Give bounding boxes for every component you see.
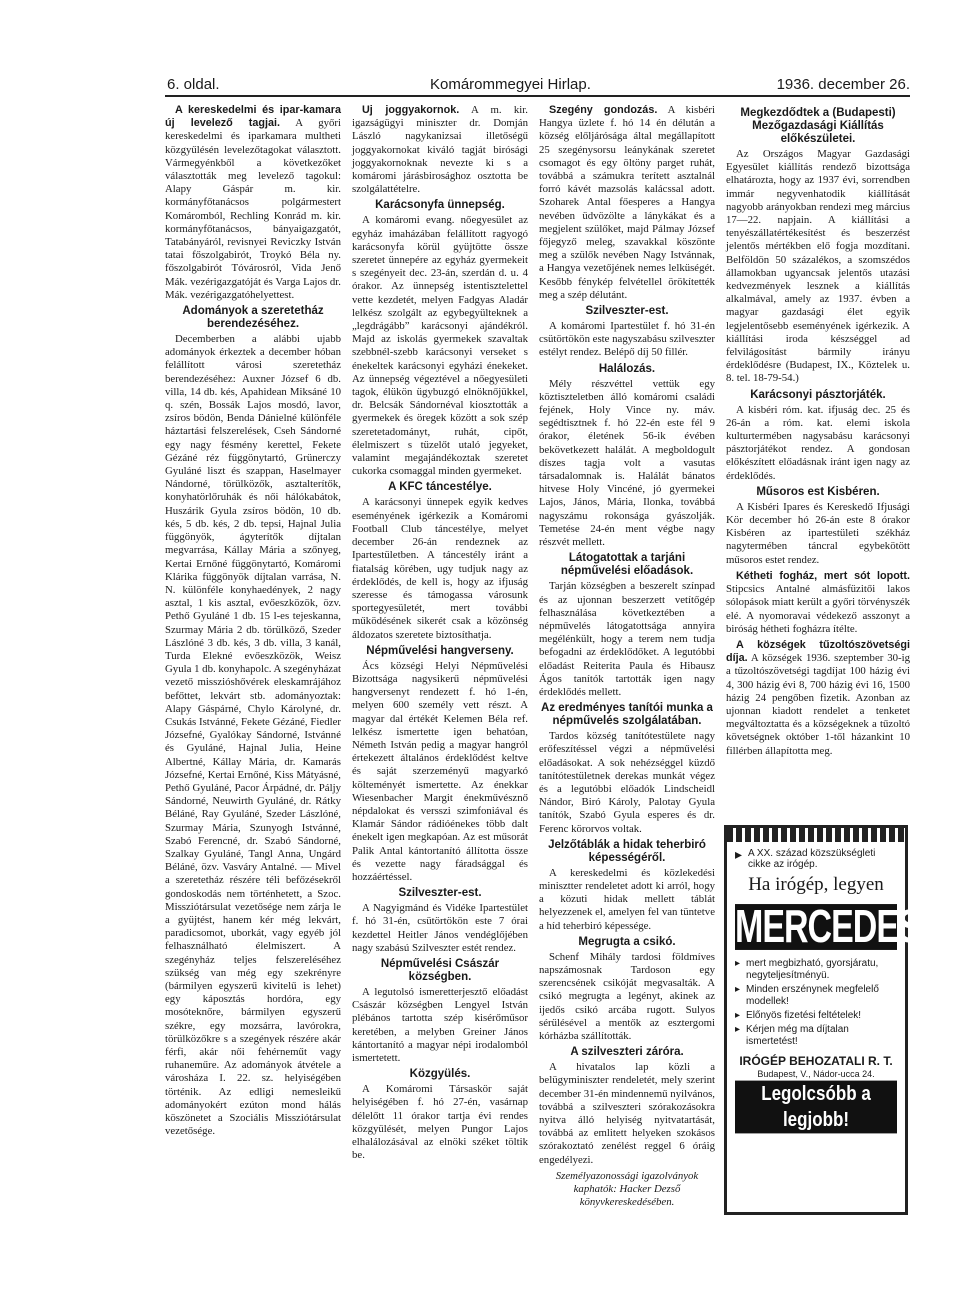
article-lead: Kétheti fogház, mert sót lopott.	[736, 569, 910, 582]
article-body	[352, 902, 528, 955]
article-body	[165, 333, 341, 1138]
ad-headline: Ha irógép, legyen	[748, 874, 884, 895]
article-title: Szilveszter-est.	[398, 887, 482, 900]
article-lead: Uj joggyakornok.	[362, 104, 460, 116]
article-body	[352, 660, 528, 884]
column-1	[165, 104, 341, 1219]
ad-line-text: Kérjen még ma díjtalan ismertetést!	[746, 1024, 849, 1047]
article-body	[539, 378, 715, 550]
ad-line-text: mert megbizható, gyorsjáratu, negyteljesítményü.	[746, 958, 879, 981]
bullet-icon: ▸	[735, 958, 741, 969]
ad-line	[735, 984, 897, 1008]
article-body	[726, 501, 910, 567]
header-rule	[165, 95, 910, 97]
column-2	[352, 104, 528, 1219]
article-text: Tardos község tanítótestülete nagy erőfeszítéssel végzi a népművelési előadásokat. A sok nehézséggel küzdő tanítótestületnek derekas munkát végez és a legutóbbi előadók Lindscheidl Nándor, Biró Károly, Palotay Gyula tanítók, Szabó Gyula esperes és dr. Ferenc körorvos voltak.	[539, 730, 715, 835]
article-text: Stipcsics Antalné almásfüzitői lakos sólopások miatt került a győri törvényszék elé. A nyomoravai védekező asszonyt a biróság hétheti fogházra ítélte.	[726, 583, 910, 635]
article-text: A kisbéri Hangya üzlete f. hó 14 én délután a község előljárósága által megállapított 25 szegénysorsu leánykának szeretet csomagot és egy öltöny parget ruhát, továbbá a számukra terített asztalnál forró kávét mazsolás kalácssal adott. Szoharek Antal főesperes a Hangya nevében üdvözölte a lánykákat és a megjelent szülőket, majd Pálmay József főjegyző meleg, szavakkal köszönte meg a szülők nevében Nagy Istvánnak, a Hangya vezetőjének nemes lelküségét. Kesőbb fénykép felvétellel örökítették meg a szép délutánt.	[539, 104, 715, 301]
article-body	[726, 639, 910, 758]
article-body	[539, 730, 715, 836]
article-title: A szilveszteri záróra.	[570, 1046, 684, 1059]
article-text: A Komáromi Társaskör saját helyiségében f. hó 27-én, vasárnap délelőtt 11 órakor tartja évi rendes közgyülését, melyen Pungor Lajos elhalálozásával az elnöki széket töltik be.	[352, 1083, 528, 1162]
article-text: Személyazonossági igazolványok kaphatók: Hacker Dezső könyvkereskedésében.	[555, 1169, 699, 1209]
article-body	[352, 496, 528, 641]
ad-line	[735, 1024, 897, 1048]
bullet-icon: ▸	[735, 1024, 741, 1035]
article-title: Megkezdődtek a (Budapesti) Mezőgazdasági Kiállítás előkészületei.	[740, 107, 896, 145]
newspaper-title: Komárommegyei Hirlap.	[430, 76, 591, 93]
column-4	[726, 104, 910, 819]
article-text: A kereskedelmi és közlekedési minisztter rendeletet adott ki arról, hogy a közuti hidak mellett táblát helyezzenek el, amelyen fel van tüntetve a híd teherbiró képessége.	[539, 866, 715, 932]
page-number: 6. oldal.	[167, 76, 220, 93]
ad-line	[735, 958, 897, 982]
article-body	[165, 104, 341, 302]
article-body	[726, 570, 910, 636]
article-body	[352, 986, 528, 1065]
article-text: Decemberben a alábbi ujabb adományok érkeztek a december hóban felállított városi szeretetház berendezéséhez: Auxner József 6 db. villa, 14 db. kés, Apahidean Miksáné 10 q. szén, Bossák Lajos mosdó, lavor, zsíros bödön, Benda Dánielné különféle háztartási felszerelések, Cseh Sándorné egy nagy fésmény kerettel, Fekete Gézáné réz függönytartó, Grünerczy Gyuláné liszt és szappan, Haselmayer Nándorné, törülközők, asztalterítők, konyhatörlőruhák és női hálókabátok, Huszárik Gyula zsíros bödön, 10 db. kés, 5 db. kés, 2 db. tepsi, Hajnal Julia függönyök, ágyterítők díjtalan megvarrása, Kállay Mária a szőnyeg, Kertai Ernőné függönytartó, Komáromi Klárika függönyök díjtalan varrása, N. N. különféle konyhaedények, 2 nagy asztal, 1 kis asztal, evőeszközök, özv. Pethő Gyuláné 1 db. 15 l-es tejeskanna, Szurmay Mária 2 db. törülköző, Szeder Lászlóné 3 db. kés, 3 db. villa, 3 kanál, Turda Elekné evőeszközök, Weisz Gyula 1 db. konyhapolc. A szegényházat vezető misszióshővérek eleskamrájához befőttet, lekvárt stb. adományoztak: Alapy Gáspárné, Chylo Károlyné, dr. Csukás Istvánné, Fekete Gézáné, Fiedler Józsefné, Gyalókay Sándorné, Istvánné és Gyuláné, Hajnal Julia, Heine Albertné, Kállay Mária, dr. Kamarás Józsefné, Kertai Ernőné, Kiss Mátyásné, Pethő Gyuláné, Pacor Árpádné, dr. Páljy Sándorné, Neuwirth Gyuláné, dr. Rátky Béláné, Ray Gyuláné, Szeder Lászlóné, Szurmay Mária, Szunyogh Istvánné, Szabó Ferencné, dr. Szabó Sándorné, Szalkay Gyuláné, Tangl Anna, Ungárd Béláné, özv. Vasváry Antalné. — Mivel a szeretetház részére téli befőzésekről gondoskodás nem történhetett, a Szoc. Missziótársulat vezetősége nem zárja le a gyüjtést, hanem kér még lekvárt, paradicsomot, uborkát, vagy egyéb jól felhasználható élelmiszert. A szegényház teljes felszereléséhez szükség van még egy szekrényre (bármilyen egyszerű kivitelű is lehet) egy káposztás hordóra, egy mosóteknőre, bármilyen egyszerű székre, egy mozsárra, lavórokra, törülközőkre s a szegények részére akár férfi, akár női fehérneműt vagy ruhaneműre. Az adományok átvétele a városháza I. 22. sz. helyiségében történik. Az edligi nemesleikű adományokért ezúton mond hálás köszönetet a Szociális Missziótársulat vezetősége.	[165, 333, 342, 1138]
article-title: A KFC táncestélye.	[388, 481, 492, 494]
article-text: A Kisbéri Ipares és Kereskedő Ifjusági Kör december hó 26-án este 8 órakor Kisbéren az ipartestületi székház nagytermében táncral egybekötött műsoros estet rendez.	[726, 500, 910, 566]
article-title: Karácsonyi pásztorjáték.	[750, 388, 886, 401]
article-title: Karácsonyfa ünnepség.	[375, 199, 505, 212]
article-text: A kisbéri róm. kat. ifjuság dec. 25 és 26-án a róm. kat. elemi iskola kulturtermében nagysabásu karácsonyi pásztorjátékot rendez. A gondosan előkészített előadásnak iránt igen nagy az érdeklődés.	[726, 403, 910, 482]
bullet-icon: ▸	[735, 984, 741, 995]
article-title: Adományok a szeretetház berendezéséhez.	[182, 305, 324, 331]
article-title: Jelzőtáblák a hidak teherbiró képességéről.	[548, 838, 706, 864]
ad-brand: MERCEDES!	[735, 901, 931, 953]
article-body	[539, 951, 715, 1043]
article-body	[726, 404, 910, 483]
article-title: Megrugta a csikó.	[578, 935, 676, 948]
article-body	[539, 1170, 715, 1210]
article-body	[539, 867, 715, 933]
article-body	[352, 214, 528, 478]
article-body	[726, 148, 910, 386]
ad-line-text: Előnyös fizetési feltételek!	[746, 1010, 862, 1021]
article-text: A m. kir. igazságügyi miniszter dr. Domján László nagykanizsai illetőségű joggyakornokat kiváló tagját birósági joggyakornoknak nevezte ki s a komáromi járásbirosághoz osztotta be szolgálattételre.	[352, 104, 528, 196]
article-text: Az Országos Magyar Gazdasági Egyesület kiállítás rendező bizottsága elhatározta, hogy az 1937 évi, sorrendben immár negyvenhatodik kiállítását nagyobb arányokban rendezi meg március 17—22. napjain. A kiállítási a tenyészállatértékesítést és beszerzést jelentős mértékben elő fogja mozdítani. Belföldön 50 százalékos, a szomszédos államokban ugyancsak jelentős utazási kedvezmények lesznek a kiállítás alkalmával, amely az 1937. évben a magyar gazdasági élet egyik legjelentősebb eseményének igérkezik. A kiállítási iroda készséggel ad felvilágosítást bármily irányu érdeklődésre (Budapest, IX., Köztelek u. 8. tel. 18-79-54.)	[726, 148, 910, 385]
article-text: Mély részvéttel vettük egy köztiszteletben álló komáromi családi fejének, Holy Vince ny. máv. segédtisztnek f. hó 22-én este fél 9 órakor, életének 56-ik évében bekövetkezett halálát. A megboldogult díszes tagja volt a vasutas társadalomnak is. Halálát bánatos hitvese Holy Vincéné, jó gyermekei Lajos, János, Mária, Ilonka, továbbá nagyszámu rokonsága gyászolják. Temetése 24-én ment végbe nagy részvét mellett.	[539, 377, 715, 549]
ad-company: IRÓGÉP BEHOZATALI R. T.	[739, 1054, 893, 1068]
article-body	[539, 104, 715, 302]
ad-slogan: Legolcsóbb a legjobb!	[735, 1081, 897, 1134]
article-title: Népművelési Császár községben.	[380, 957, 500, 983]
ad-address: Budapest, V., Nádor-ucca 24.	[757, 1069, 875, 1079]
article-text: A községek 1936. szeptember 30-ig a tűzoltószövetségi tagdíjat 100 házig évi 4, 300 házig évi 8, 700 házig évi 16, 1500 házig 24 pengőben fizetik. Azonban az ujonnan kiadott rendelet a tenketet megváltoztatta és a községeknek a tűzoltó követségnek október 1-től házankint 10 fillérben állapította meg.	[726, 652, 910, 757]
bullet-icon: ▸	[735, 846, 743, 862]
article-body	[352, 104, 528, 196]
article-text: A karácsonyi ünnepek egyik kedves eseményének igérkezik a Komáromi Football Club táncestélye, melyet december 26-án rendeznek az Ipartestületben. A táncestély iránt a fiatalság körében, ugy tudjuk nagy az érdeklődés, de kell is, hogy az ifjuság szeresse és támogassa városunk sportegyesületét, mert további működésének sikerét csak a közönség áldozatos szeretete biztosíthatja.	[352, 496, 528, 641]
article-text: A komáromi evang. nőegyesület az egyház imaházában felállított ragyogó karácsonyfa körül gyüjtötte össze szeretet ünnepére az egyház gyermekeit s szegényeit dec. 23-án, szerdán d. u. 4 órakor. Az ünnepség istentisztelettel vette kezdetét, melyen Fadgyas Aladár lelkész szolgált az egybegyülteknek a „legdrágább” karácsonyi ajándékról. Majd az iskolás gyermekek szavaltak szebbnél-szebb karácsonyi verseket s énekeltek karácsonyi egyházi énekeket. Az ünnepség végeztével a nőegyesületi tagok, élükön ügybuzgó elnöknőjükkel, dr. Belcsák Sándornéval kiosztották a gyermekek és öregek között a sok szép szeretetadományt, ruhát, cipőt, élelmiszert s tüzelőt utaló jegyeket, valamint megajándékoztak szeretet cukorka csomaggal minden gyermeket.	[352, 214, 528, 478]
column-3	[539, 104, 715, 1209]
article-lead: A községek tűzoltószövetségi díja.	[726, 638, 910, 665]
article-body	[539, 580, 715, 699]
issue-date: 1936. december 26.	[776, 76, 910, 93]
ad-line	[735, 1010, 897, 1022]
ad-border-pattern	[727, 828, 905, 842]
ad-intro	[735, 848, 897, 870]
article-title: Műsoros est Kisbéren.	[756, 485, 880, 498]
bullet-icon: ▸	[735, 1010, 741, 1021]
article-body	[352, 1083, 528, 1162]
article-title: Közgyülés.	[409, 1068, 471, 1081]
article-title: Az eredményes tanítói munka a népművelés szolgálatában.	[541, 702, 713, 728]
ad-intro-text: A XX. század közszükségleti cikke az irógép.	[748, 848, 876, 870]
article-text: A Nagyigmánd és Vidéke Ipartestület f. hó 31-én, csütörtökön este 7 órai kezdettel Heitler János vendéglőjében nagy szabású Szilveszter estét rendez.	[352, 902, 528, 954]
article-title: Halálozás.	[598, 362, 656, 375]
article-body	[539, 320, 715, 360]
article-title: Látogatottak a tarjáni népművelési előadások.	[560, 552, 694, 578]
mercedes-advertisement	[724, 825, 931, 1215]
article-lead: Szegény gondozás.	[549, 104, 658, 116]
article-title: Szilveszter-est.	[585, 305, 669, 318]
article-text: Schenf Mihály tardosi földmíves napszámosnak Tardoson egy szerencsének csikóját megvasalták. A csikó megrugta a legényt, akinek az ijedős csikó arcába rugott. Sulyos sérülésével a mentők az esztergomi kórházba szállították.	[539, 950, 715, 1042]
ad-line-text: Minden erszénynek megfelelő modellek!	[746, 984, 879, 1007]
article-text: A hivatalos lap közli a belügyminiszter rendeletét, mely szerint december 31-én mindennemű nyilvános, továbbá a szilveszteri szórakozásokra nyitva álló helyiség nyitvatartását, továbbá az emlitett helyeken szokásos szórakoztató zenélést reggel 6 óráig engedélyezi.	[539, 1061, 715, 1166]
article-title: Népművelési hangverseny.	[366, 644, 514, 657]
article-text: Ács községi Helyi Népművelési Bizottsága nagysikerű népművelési hangversenyt rendezett f. hó 1-én, melyen 600 személy vett részt. A magyar dal értékét Kelemen Béla ref. lelkész ismertette igen behatóan, Németh István pedig a magyar hangról értekezett általános érdeklődést keltve és saját szerzeményű magyarkó költeményét ismertette. Az énekkar Wiesenbacher Margit énekművésznő népdalokat és versszi szimfoniával és Klamár Sándor rádióénekes több dalt énekelt igen megkapóan. Az est műsorát Palik Antal kántortanító állította össze és vezette nagy fáradsággal és hozzáértéssel.	[352, 659, 528, 883]
article-lead: A kereskedelmi és ipar-kamara új levelező tagjai.	[165, 104, 341, 130]
article-text: A győri kereskedelmi és iparkamara multheti közgyűlésén levelezőtagokat választott. Vármegyénkből a következőket választották meg levelező tagokul: Alapy Gáspár m. kir. kormányfőtanácsos polgármestert Komáromból, Rechling Konrád m. kir. kormányfőtanácsos, bányaigazgatót, Tatabányáról, revisnyei Reviczky István tatai főszolgabirót, Troykó Béla ny. főszolgabirót Tóvárosról, Vida Jenő Mák. vezérigazgatóját és Varga Lajos dr. Mák. vezérigazgatóhelyettest.	[165, 117, 341, 301]
article-body	[539, 1061, 715, 1167]
article-text: A komáromi Ipartestület f. hó 31-én csütörtökön este nagyszabásu szilveszter estélyt rendez. Belépő díj 50 fillér.	[539, 320, 715, 359]
article-text: Tarján községben a beszerelt színpad és az ujonnan beszerzett vetítőgép felhasználása következtében a népművelés látogatottsága annyira megélénkült, hogy a terem nem tudja befogadni az érdeklődőket. A legutóbbi előadást Reiterita Paula és Hibausz Ágos tanítók tartották igen nagy érdeklődés mellett.	[539, 580, 715, 698]
article-text: A legutolsó ismeretterjesztő előadást Császár községben Lengyel István plébános tartotta szép kisérőműsor keretében, a melyben Greiner János kántortanító a magyar népi irodalomból ismertetett.	[352, 985, 528, 1064]
